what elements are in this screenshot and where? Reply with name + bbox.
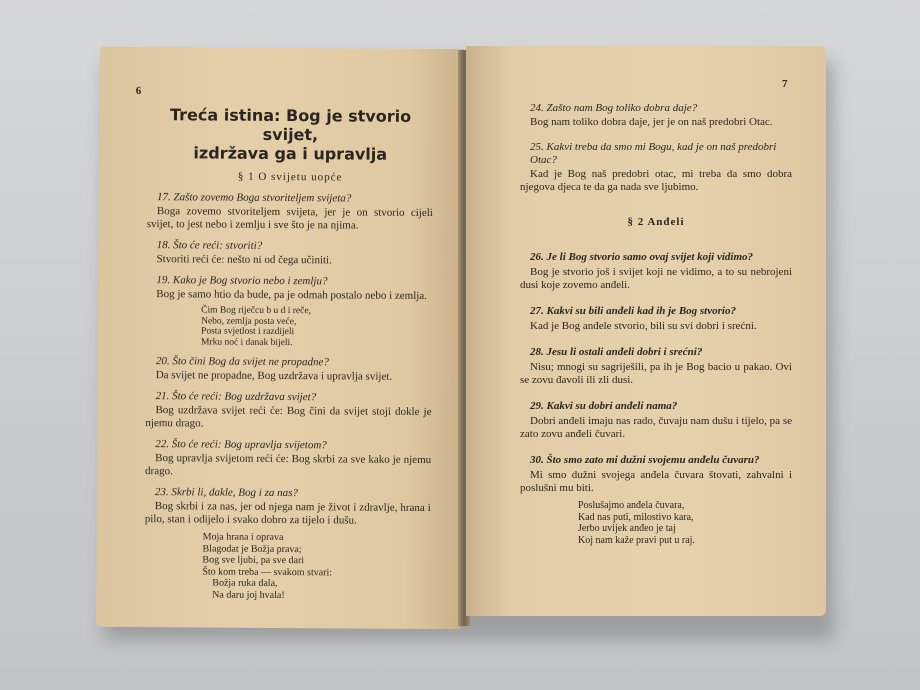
answer: Bog je samo htio da bude, pa je odmah postalo nebo i zemlja. [156,288,428,303]
answer: Kad je Bog naš predobri otac, mi treba da smo dobra njegova djeca te da ga nada sve ljubimo. [520,168,792,193]
answer: Boga zovemo stvoriteljem svijeta, jer je on stvorio cijeli svijet, to jest nebo i zemlju i sve što je na njima. [146,205,433,232]
answer: Bog upravlja svijetom reći će: Bog skrbi za sve kako je njemu drago. [145,452,432,478]
question: 20. Što čini Bog da svijet ne propadne? [155,355,329,369]
answer: Bog nam toliko dobra daje, jer je on naš predobri Otac. [530,116,773,128]
question: 29. Kakvi su dobri anđeli nama? [530,400,678,412]
answer: Mi smo dužni svojega anđela čuvara štovati, zahvalni i poslušni mu biti. [520,469,792,494]
page-number: 7 [782,78,788,90]
question: 28. Jesu li ostali anđeli dobri i srećni? [530,346,703,358]
chapter-title-line1: Treća istina: Bog je stvorio svijet, [169,105,412,145]
answer: Nisu; mnogi su sagriješili, pa ih je Bog bacio u pakao. Ovi se zovu đavoli ili zli dusi. [520,361,792,386]
poem: Poslušajmo anđela čuvara, Kad nas putï, milostivo kara, Jerbo uvijek anđeo je taj Koj nam kaže pravi put u raj. [578,500,695,546]
answer: Bog skrbi i za nas, jer od njega nam je život i zdravlje, hrana i pilo, stan i odijelo i svako dobro za tijelo i dušu. [144,500,431,527]
answer: Bog je stvorio još i svijet koji ne vidimo, a to su nebrojeni dusi koje zovemo anđeli. [520,266,792,291]
question: 21. Što će reći: Bog uzdržava svijet? [155,390,317,404]
left-page-content [144,105,433,604]
poem: Moja hrana i oprava Blagodat je Božja prava; Bog sve ljubi, pa sve dari Što kom treba — svakom stvari: Božja ruka dala, Na daru joj hvala! [202,531,333,601]
question: 22. Što će reći: Bog upravlja svijetom? [155,438,327,452]
question: 23. Skrbi li, dakle, Bog i za nas? [154,486,298,500]
question: 19. Kako je Bog stvorio nebo i zemlju? [156,274,328,288]
question: 26. Je li Bog stvorio samo ovaj svijet koji vidimo? [530,251,754,263]
answer: Dobri anđeli imaju nas rado, čuvaju nam dušu i tijelo, pa se zato zovu anđeli čuvari. [520,415,792,440]
question: 30. Što smo zato mi dužni svojemu anđelu čuvaru? [530,454,760,466]
page-number: 6 [135,84,142,98]
right-page [466,46,826,616]
section-heading: § 2 Anđeli [627,216,685,228]
answer: Stvoriti reći će: nešto ni od čega učiniti. [156,253,332,267]
right-page-content [520,102,792,548]
section-heading: § 1 O svijetu uopće [237,170,343,184]
answer: Da svijet ne propadne, Bog uzdržava i upravlja svijet. [155,369,393,383]
question: 24. Zašto nam Bog toliko dobra daje? [530,102,698,114]
question: 18. Što će reći: stvoriti? [156,239,263,252]
chapter-title-line2: izdržava ga i upravlja [193,143,388,164]
question: 25. Kakvi treba da smo mi Bogu, kad je on naš predobri Otac? [530,141,777,166]
answer: Bog uzdržava svijet reći će: Bog čini da svijet stoji dokle je njemu drago. [145,404,432,430]
question: 17. Zašto zovemo Boga stvoriteljem svijeta? [156,191,352,205]
answer: Kad je Bog anđele stvorio, bili su svi dobri i srećni. [530,320,757,332]
question: 27. Kakvi su bili anđeli kad ih je Bog stvorio? [530,305,736,317]
poem: Čim Bog riječcu b u d i reče, Nebo, zemlja posta veće, Posta svjetlost i razdijeli Mrku noć i danak bijeli. [200,305,311,348]
left-page [96,47,464,630]
